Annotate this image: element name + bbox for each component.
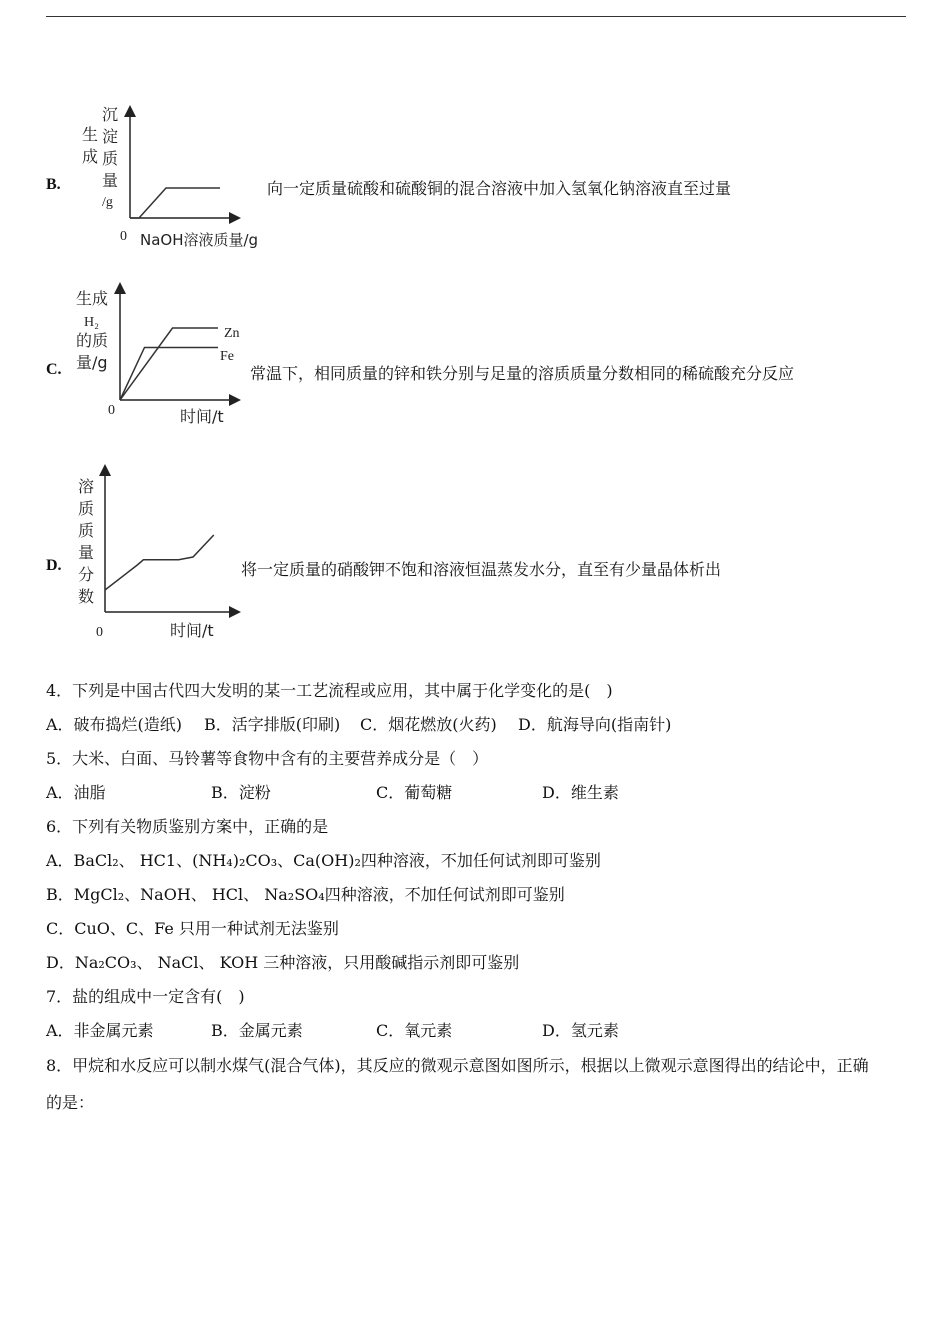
q6-stem: 6．下列有关物质鉴别方案中，正确的是 (46, 817, 329, 836)
q4-option-b[interactable]: B．活字排版(印刷) (204, 715, 341, 734)
b-ylabel-0: 沉 (102, 105, 119, 124)
c-ylabel-0: 生成 (76, 289, 109, 308)
d-ylabel-1: 质 (78, 499, 95, 518)
d-ylabel-2: 质 (78, 521, 95, 540)
q8-stem-line2: 的是： (46, 1093, 95, 1112)
q5-option-a[interactable]: A．油脂 (46, 783, 106, 802)
q5-stem: 5．大米、白面、马铃薯等食物中含有的主要营养成分是（ ） (46, 749, 489, 768)
q6-option-b[interactable]: B．MgCl₂、NaOH、 HCl、 Na₂SO₄四种溶液，不加任何试剂即可鉴别 (46, 885, 565, 904)
b-ylabel-3: 质 (102, 149, 119, 168)
q7-option-c[interactable]: C．氧元素 (376, 1021, 453, 1040)
b-ylabel-5: 量 (102, 171, 119, 190)
q7-stem: 7．盐的组成中一定含有( ) (46, 987, 245, 1006)
d-ylabel-4: 分 (78, 565, 95, 584)
d-ylabel-0: 溶 (78, 477, 95, 496)
c-series-zn-line (120, 328, 218, 400)
q6-option-d[interactable]: D．Na₂CO₃、 NaCl、 KOH 三种溶液，只用酸碱指示剂即可鉴别 (46, 953, 520, 972)
q6-option-a[interactable]: A．BaCl₂、 HC1、(NH₄)₂CO₃、Ca(OH)₂四种溶液，不加任何试剂即可鉴别 (46, 851, 601, 870)
b-xlabel: NaOH溶液质量/g (140, 231, 259, 249)
option-b-letter: B. (46, 176, 61, 193)
c-xlabel: 时间/t (180, 407, 224, 426)
q4-option-c[interactable]: C．烟花燃放(火药) (360, 715, 497, 734)
q7-option-d[interactable]: D．氢元素 (542, 1021, 619, 1040)
option-c-letter: C. (46, 361, 62, 378)
d-series-line (105, 535, 214, 590)
q7-options (46, 1018, 619, 1041)
c-ylabel-3: 量/g (76, 353, 108, 372)
option-d-description: 将一定质量的硝酸钾不饱和溶液恒温蒸发水分，直至有少量晶体析出 (241, 560, 722, 579)
q8-stem-line1: 8．甲烷和水反应可以制水煤气(混合气体)，其反应的微观示意图如图所示，根据以上微观示意图得出的结论中，正确 (46, 1056, 869, 1075)
b-ylabel-2: 生 (82, 125, 99, 144)
q4-stem: 4．下列是中国古代四大发明的某一工艺流程或应用，其中属于化学变化的是( ) (46, 681, 613, 700)
d-ylabel-3: 量 (78, 543, 95, 562)
q5-option-c[interactable]: C．葡萄糖 (376, 783, 453, 802)
b-ylabel-6: /g (102, 195, 113, 210)
b-series-line (130, 188, 220, 218)
b-origin: 0 (120, 229, 127, 244)
c-origin: 0 (108, 403, 115, 418)
header-rule (46, 16, 906, 17)
c-ylabel-2: 的质 (76, 331, 109, 350)
option-b-description: 向一定质量硫酸和硫酸铜的混合溶液中加入氢氧化钠溶液直至过量 (267, 179, 732, 198)
option-b-chart (70, 100, 270, 250)
b-ylabel-1: 淀 (102, 127, 119, 146)
c-series-fe-label: Fe (220, 349, 234, 364)
d-origin: 0 (96, 625, 103, 640)
option-c-chart (70, 280, 260, 430)
q5-option-b[interactable]: B．淀粉 (211, 783, 271, 802)
b-ylabel-4: 成 (82, 147, 99, 166)
c-series-fe-line (120, 347, 218, 400)
option-d-letter: D. (46, 557, 62, 574)
q5-options (46, 780, 619, 803)
d-ylabel-5: 数 (78, 587, 95, 606)
option-d-chart (70, 462, 250, 647)
q4-option-a[interactable]: A．破布捣烂(造纸) (46, 715, 183, 734)
c-ylabel-1: H₂ (84, 315, 99, 330)
option-c-description: 常温下，相同质量的锌和铁分别与足量的溶质质量分数相同的稀硫酸充分反应 (250, 364, 795, 383)
q7-option-b[interactable]: B．金属元素 (211, 1021, 303, 1040)
d-xlabel: 时间/t (170, 621, 214, 640)
q5-option-d[interactable]: D．维生素 (542, 783, 619, 802)
q6-option-c[interactable]: C．CuO、C、Fe 只用一种试剂无法鉴别 (46, 919, 339, 938)
c-series-zn-label: Zn (224, 326, 240, 341)
q4-options (46, 712, 671, 735)
q4-option-d[interactable]: D．航海导向(指南针) (518, 715, 672, 734)
q7-option-a[interactable]: A．非金属元素 (46, 1021, 154, 1040)
